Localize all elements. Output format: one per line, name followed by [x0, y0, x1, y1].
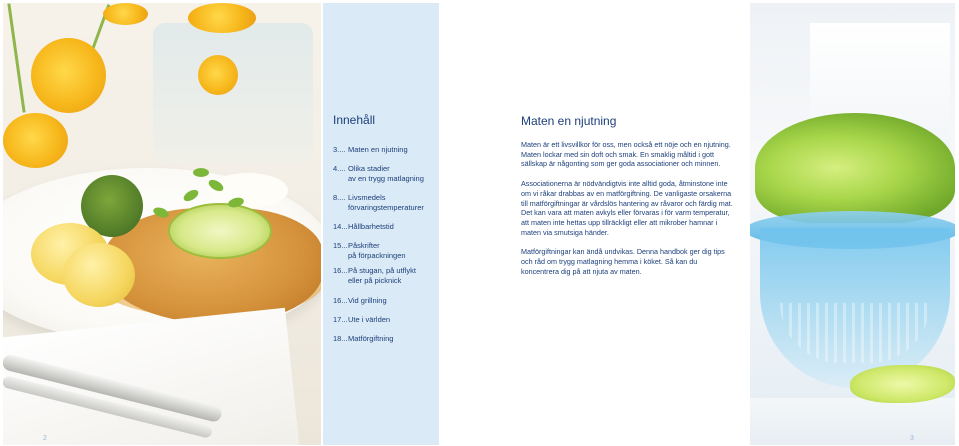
- article: [521, 114, 736, 286]
- yellow-flower: [188, 3, 256, 33]
- yellow-flower: [31, 38, 106, 113]
- page-number-left: 2: [43, 435, 47, 442]
- toc-entry-text: Påskrifter på förpackningen: [348, 241, 406, 260]
- article-paragraph: Maten är ett livsvillkor för oss, men också ett nöje och en njutning. Maten lockar med sin doft och smak. En smaklig måltid i gott sällskap är någonting som ger goda associationer och minnen.: [521, 140, 731, 169]
- yellow-flower: [103, 3, 148, 25]
- food-plate-photo: [3, 3, 321, 445]
- toc-entry-text: På stugan, på utflykt eller på picknick: [348, 266, 416, 285]
- toc-page-number: 3....: [333, 145, 346, 154]
- toc-page-number: 14...: [333, 222, 348, 231]
- toc-title: Innehåll: [333, 113, 376, 127]
- yellow-flower: [198, 55, 238, 95]
- toc-page-number: 16...: [333, 266, 348, 275]
- flower-stem: [7, 3, 25, 112]
- toc-entry-text: Ute i världen: [348, 315, 391, 324]
- lime-slice: [168, 203, 272, 259]
- herb-leaf: [193, 168, 209, 177]
- toc-page-number: 15...: [333, 241, 348, 250]
- potato: [63, 243, 135, 307]
- toc-entry-text: Maten en njutning: [348, 145, 408, 154]
- toc-entry-text: Olika stadier av en trygg matlagning: [348, 164, 424, 183]
- lettuce-bowl-photo: [750, 3, 955, 445]
- lettuce-leaf: [850, 365, 955, 403]
- lettuce: [755, 113, 955, 223]
- toc-page-number: 16...: [333, 296, 348, 305]
- article-paragraph: Matförgiftningar kan ändå undvikas. Denna handbok ger dig tips och råd om trygg matlagning hemma i köket. Så kan du koncentrera dig på att njuta av maten.: [521, 247, 725, 276]
- table-surface: [750, 398, 955, 445]
- table-of-contents: [323, 3, 439, 445]
- toc-entry-text: Livsmedels förvaringstemperaturer: [348, 193, 424, 212]
- toc-page-number: 4....: [333, 164, 346, 173]
- toc-page-number: 8....: [333, 193, 346, 202]
- toc-entry-text: Matförgiftning: [348, 334, 394, 343]
- glass-background: [153, 23, 313, 163]
- yellow-flower: [3, 113, 68, 168]
- page-number-right: 3: [910, 435, 914, 442]
- toc-entry-text: Hållbarhetstid: [348, 222, 394, 231]
- article-paragraph: Associationerna är nödvändigtvis inte alltid goda, åtminstone inte om vi råkar drabbas av en matförgiftning. De vanligaste orsakerna till matförgiftningar är vårdslös hantering av råvaror och färdig mat. Det kan vara att maten avkyls eller förvaras i för varm temperatur, att maten inte hettas upp tillräckligt eller att mikrober hamnar i maten via smutsiga händer.: [521, 179, 733, 237]
- article-title: Maten en njutning: [521, 114, 617, 128]
- toc-page-number: 18...: [333, 334, 348, 343]
- toc-entry-text: Vid grillning: [348, 296, 387, 305]
- toc-page-number: 17...: [333, 315, 348, 324]
